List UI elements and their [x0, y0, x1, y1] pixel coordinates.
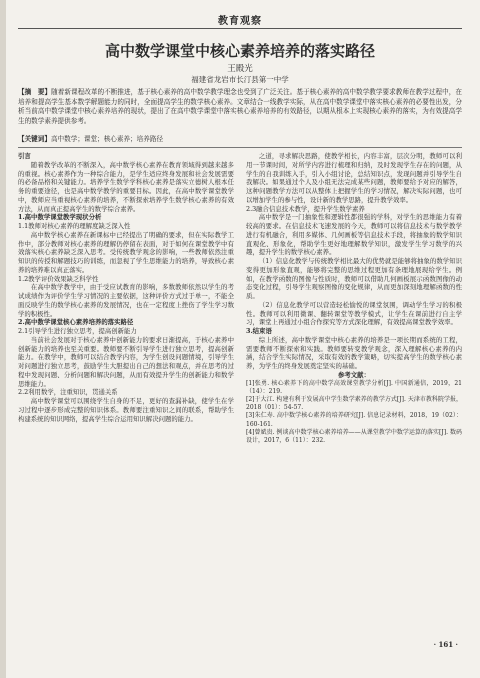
- body-column-left: [18, 152, 234, 657]
- body-paragraph: 随着教学改革的不断深入，高中数学核心素养在教育领域得到越来越多的重视。核心素养作为一种综合能力，是学生适应终身发展和社会发展需要的必备品格和关键能力。培养学生数学学科核心素养是落实立德树人根本任务的重要途径，也是高中数学教学的重要目标。因此，在高中数学课堂教学中，教师应当重视核心素养的培养，不断探索培养学生数学核心素养的有效方法，从而真正提高学生的数学综合素养。: [18, 160, 234, 213]
- subsection-heading: 2.3融合信息技术教学，提升学生数学素养: [246, 204, 365, 213]
- references-heading: 参考文献：: [338, 370, 370, 379]
- keywords-text: 高中数学；课堂；核心素养；培养路径: [50, 135, 164, 143]
- section-header: 教育观察: [218, 16, 262, 27]
- abstract-label: 【摘 要】: [18, 88, 52, 96]
- keywords-label: 【关键词】: [18, 135, 51, 143]
- header-divider: [18, 28, 462, 29]
- abstract-text: 随着新课程改革的不断推进，基于核心素养的高中数学教学理念也受到了广泛关注。基于核心素养的高中数学教学要求教师在教学过程中，在培养和提高学生基本数学解题能力的同时，全面提高学生的数学核心素养。文章结合一线教学实际，从在高中数学课堂中落实核心素养的必要性出发，分析当前高中数学课堂中核心素养培养的现状，提出了在高中数学课堂中落实核心素养培养的有效路径，以期从根本上实现核心素养的落实，为有效提高学生的数学素养提供参考。: [18, 88, 463, 125]
- author-affiliation: 福建省龙岩市长汀县第一中学: [191, 75, 289, 84]
- body-paragraph: （2）信息化教学可以营造轻松愉悦的课堂氛围，调动学生学习的积极性。教师可以利用微课、翻转课堂等教学模式，让学生在课前进行自主学习，课堂上再通过小组合作探究等方式深化理解，有效提高课堂教学效率。: [246, 300, 462, 327]
- body-paragraph: 高中数学是一门抽象性和逻辑性都很强的学科，对学生的思维能力有着较高的要求。在信息技术飞速发展的今天，教师可以将信息技术与数学教学进行有机融合，利用多媒体、几何画板等信息技术手段，将抽象的数学知识直观化、形象化，帮助学生更好地理解数学知识，激发学生学习数学的兴趣，提升学生的数学核心素养。: [246, 213, 462, 257]
- body-paragraph: （1）信息化教学与传统教学相比最大的优势就是能够将抽象的数学知识变得更加形象直观，能够将完整的思维过程更加有条理地展现给学生。例如，在教学函数的图像与性质时，教师可以借助几何画板展示函数图像的动态变化过程，引导学生观察图像的变化规律，从而更加深刻地理解函数的性质。: [246, 257, 462, 300]
- reference-item: [4]曾斌贵. 例谈高中数学核心素养培养——从课堂教学中数学运算的落实[J]. 数码设计，2017，6（11）：232.: [246, 428, 462, 444]
- body-paragraph: 高中数学课堂可以围绕学生自身的不足，更好的查漏补缺，使学生在学习过程中逐步形成完整的知识体系。教师要注重知识之间的联系，帮助学生构建系统的知识网络，提高学生综合运用知识解决问题的能力。: [18, 397, 234, 423]
- body-paragraph: 之道，寻求解决思路，使教学相长，内容丰富，层次分明，教师可以利用一节课时间，对所学内容进行梳理和归纳，及时发现学生存在的问题，从学生的自我训练入手，引入小组讨论，总结知识点，发现问题并引导学生自我解决。如果通过个人及小组无法完成某些问题，教师要给予对应的解答，这种问题教学方法可以从整体上把握学生的学习情况，解决实际问题，也可以增加学生的参与性，设计新的教学思路，提升教学效率。: [246, 152, 462, 204]
- section-heading: 引言: [18, 152, 31, 160]
- paper-title: 高中数学课堂中核心素养培养的落实路径: [104, 42, 375, 60]
- abstract-divider: [18, 147, 462, 148]
- section-heading: 3.结束语: [246, 327, 272, 335]
- body-paragraph: 高中数学核心素养在新课标中已经提出了明确的要求，但在实际教学工作中，部分教师对核心素养的理解仍停留在表面，对于如何在课堂教学中有效落实核心素养缺乏深入思考。受传统教学观念的影响，一些教师依然注重知识的传授和解题技巧的训练，而忽视了学生思维能力的培养，导致核心素养的培养难以真正落实。: [18, 230, 234, 274]
- subsection-heading: 1.2教学评价效果缺乏科学性: [18, 274, 99, 283]
- reference-item: [2]于大江. 构建有利于发展高中学生数学素养的教学方式[J]. 天津市教科院学报，2018（01）：54-57.: [246, 395, 462, 412]
- keywords: [18, 135, 462, 144]
- page-edge-shadow: [0, 0, 6, 678]
- body-column-right: [246, 152, 462, 657]
- author-name: 王殿光: [227, 64, 253, 74]
- subsection-heading: 2.2利用数学，注重知识，贯通关系: [18, 388, 118, 397]
- page-number: · 161 ·: [433, 640, 458, 649]
- reference-item: [3]朱仁寿. 高中数学核心素养的培养研究[J]. 信息记录材料，2018，19（02）：160-161.: [246, 412, 462, 428]
- reference-item: [1]张勇. 核心素养下的高中数学高效课堂教学分析[J]. 中国新通信，2019，21（14）：219.: [246, 379, 462, 395]
- body-paragraph: 综上所述，高中数学课堂中核心素养的培养是一项长期而系统的工程，需要教师不断探索和实践。教师要转变教学观念，深入理解核心素养的内涵，结合学生实际情况，采取有效的教学策略，切实提高学生的数学核心素养，为学生的终身发展奠定坚实的基础。: [246, 335, 462, 370]
- abstract: [18, 88, 462, 126]
- subsection-heading: 2.1引导学生进行独立思考，提高创新能力: [18, 327, 137, 335]
- section-heading: 2.高中数学课堂核心素养培养的落实路径: [18, 318, 134, 327]
- subsection-heading: 1.1教师对核心素养的理解度缺乏深入性: [18, 222, 131, 230]
- section-heading: 1.高中数学课堂教学现状分析: [18, 213, 102, 222]
- body-paragraph: 当前社会发展对于核心素养中创新能力的要求日渐提高，于核心素养中创新能力的培养也至关重要。教师要不断引导学生进行独立思考，提高创新能力。在教学中，教师可以结合教学内容，为学生创设问题情境，引导学生对问题进行独立思考，鼓励学生大胆提出自己的想法和观点，并在思考的过程中发现问题、分析问题和解决问题，从而有效提升学生的创新能力和数学思维能力。: [18, 335, 234, 388]
- body-paragraph: 在高中数学教学中，由于受应试教育的影响，多数教师依然以学生的考试成绩作为评价学生学习情况的主要依据，这种评价方式过于单一，不能全面反映学生的数学核心素养的发展情况，也在一定程度上挫伤了学生学习数学的积极性。: [18, 283, 234, 318]
